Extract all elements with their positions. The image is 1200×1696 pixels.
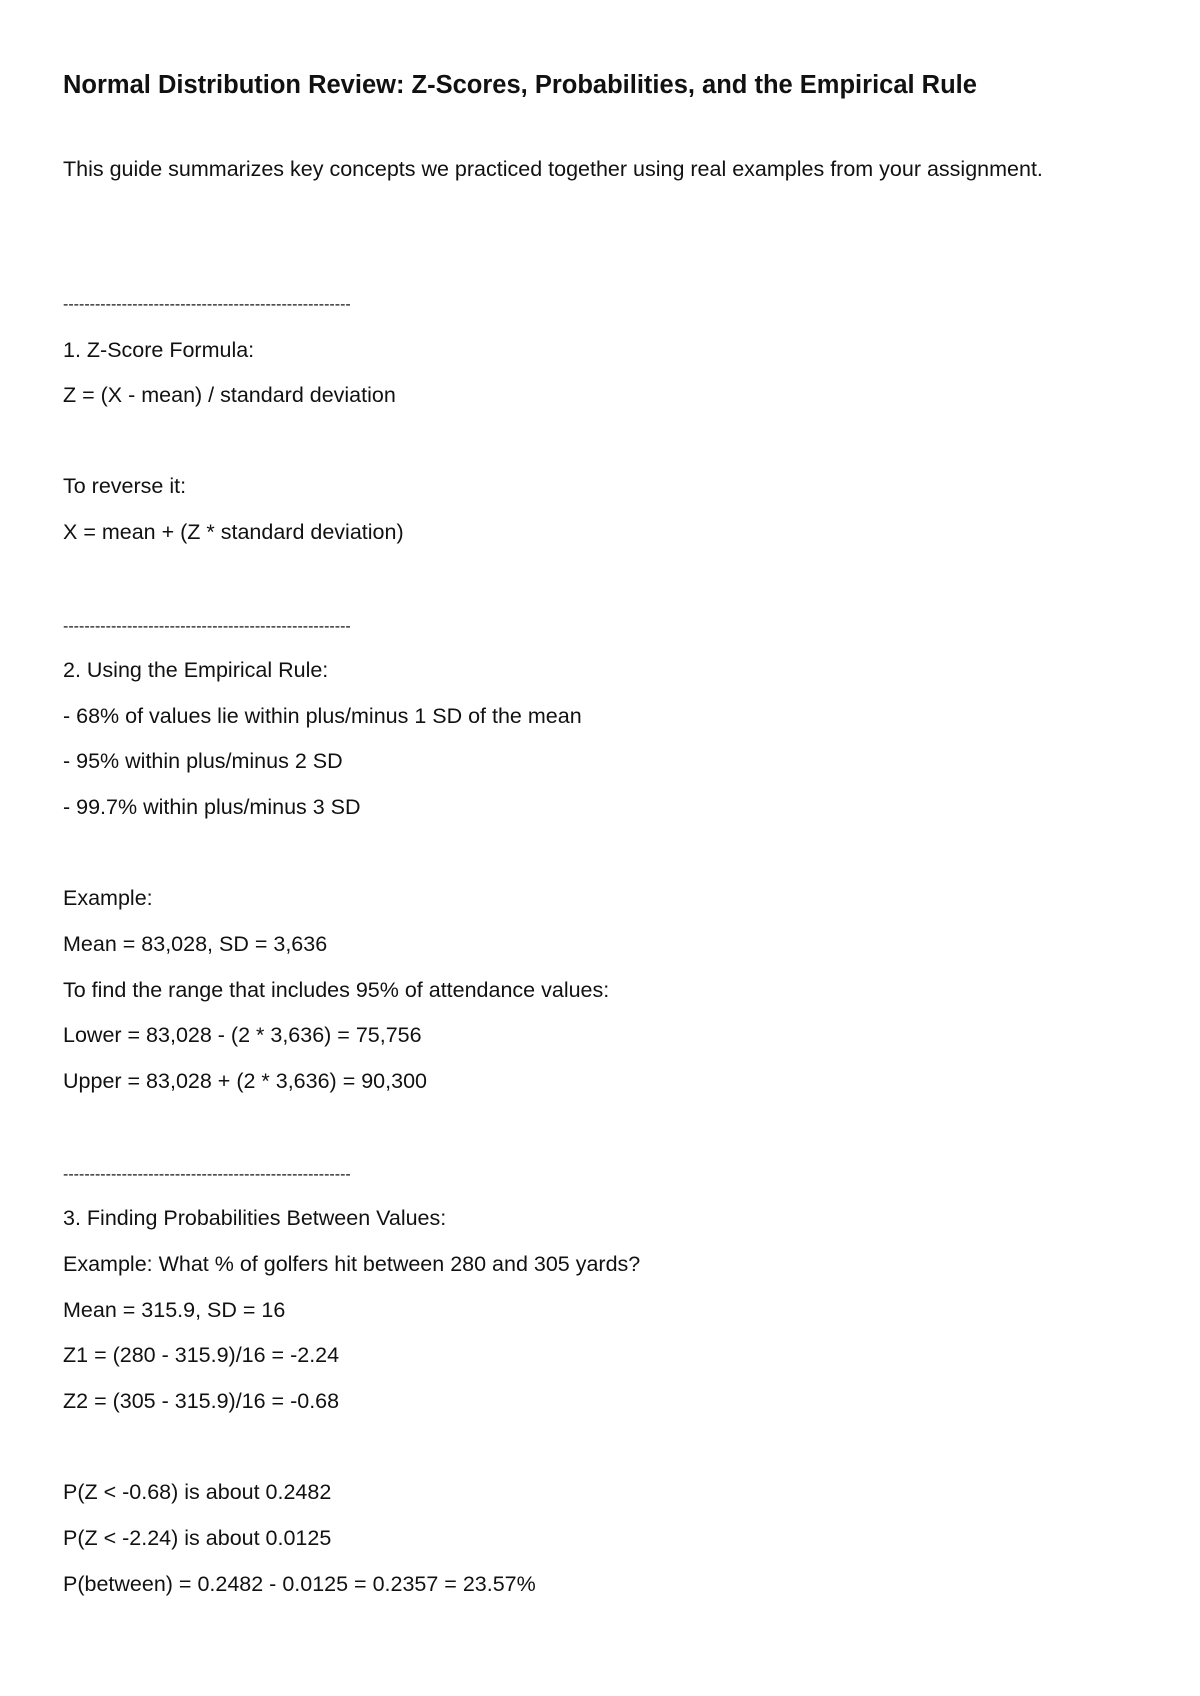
section-2-line: - 68% of values lie within plus/minus 1 SD of the mean <box>63 704 582 728</box>
section-3-line: P(Z < -0.68) is about 0.2482 <box>63 1480 332 1504</box>
section-3-heading: 3. Finding Probabilities Between Values: <box>63 1206 447 1230</box>
section-1-heading: 1. Z-Score Formula: <box>63 338 255 362</box>
section-3-line: P(between) = 0.2482 - 0.0125 = 0.2357 = 23.57% <box>63 1572 536 1596</box>
section-3-line: Example: What % of golfers hit between 280 and 305 yards? <box>63 1252 641 1276</box>
document-title: Normal Distribution Review: Z-Scores, Probabilities, and the Empirical Rule <box>63 71 977 99</box>
section-divider: ------------------------------------------------------ <box>63 1166 351 1183</box>
section-divider: ------------------------------------------------------ <box>63 618 351 635</box>
section-2-line: Mean = 83,028, SD = 3,636 <box>63 932 328 956</box>
section-3-line: Z1 = (280 - 315.9)/16 = -2.24 <box>63 1343 340 1367</box>
section-3-line: Z2 = (305 - 315.9)/16 = -0.68 <box>63 1389 340 1413</box>
section-1-line: To reverse it: <box>63 474 187 498</box>
section-divider: ------------------------------------------------------ <box>63 296 351 313</box>
section-1-line: Z = (X - mean) / standard deviation <box>63 383 396 407</box>
intro-paragraph: This guide summarizes key concepts we practiced together using real examples from your assignment. <box>63 157 1043 181</box>
section-3-line: Mean = 315.9, SD = 16 <box>63 1298 286 1322</box>
section-2-line: Example: <box>63 886 153 910</box>
section-2-line: - 95% within plus/minus 2 SD <box>63 749 343 773</box>
section-2-line: - 99.7% within plus/minus 3 SD <box>63 795 361 819</box>
section-2-heading: 2. Using the Empirical Rule: <box>63 658 329 682</box>
section-1-line: X = mean + (Z * standard deviation) <box>63 520 404 544</box>
section-3-line: P(Z < -2.24) is about 0.0125 <box>63 1526 332 1550</box>
section-2-line: Upper = 83,028 + (2 * 3,636) = 90,300 <box>63 1069 427 1093</box>
section-2-line: To find the range that includes 95% of attendance values: <box>63 978 610 1002</box>
section-2-line: Lower = 83,028 - (2 * 3,636) = 75,756 <box>63 1023 422 1047</box>
